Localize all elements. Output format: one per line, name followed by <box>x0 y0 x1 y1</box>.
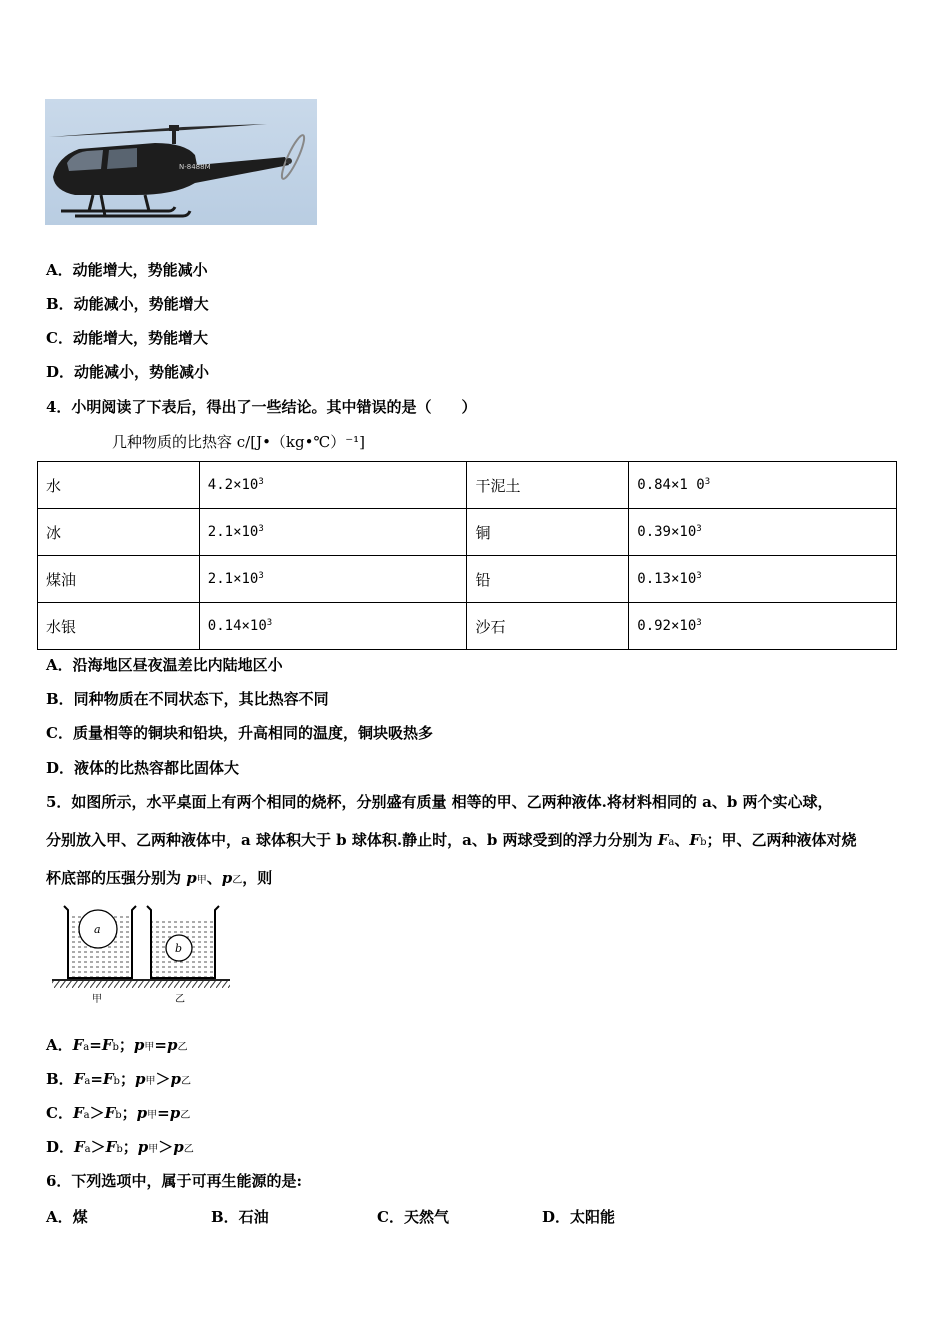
q5-stem-line3: 杯底部的压强分别为 p甲、p乙，则 <box>46 869 273 887</box>
q4-stem: 4．小明阅读了下表后，得出了一些结论。其中错误的是（ ） <box>46 398 477 416</box>
svg-text:N-8488M: N-8488M <box>179 163 211 171</box>
svg-text:甲: 甲 <box>92 994 102 1005</box>
q4-option-b: B．同种物质在不同状态下，其比热容不同 <box>46 690 329 708</box>
value-cell: $4.2\times 10^3$ <box>199 462 467 509</box>
q6-option-c: C．天然气 <box>377 1208 449 1226</box>
q6-option-a: A．煤 <box>46 1208 88 1226</box>
q3-option-b: B．动能减小，势能增大 <box>46 295 209 313</box>
q5-option-a: A．Fa=Fb；p甲=p乙 <box>46 1036 188 1054</box>
svg-text:乙: 乙 <box>175 994 185 1005</box>
svg-text:b: b <box>175 942 183 955</box>
table-caption: 几种物质的比热容 c/[J•（kg•℃）⁻¹] <box>112 433 366 451</box>
q4-option-d: D．液体的比热容都比固体大 <box>46 759 240 777</box>
value-cell: $0.39\times 10^3$ <box>629 509 897 556</box>
material-cell: 沙石 <box>467 603 629 650</box>
q5-option-c: C．Fa＞Fb；p甲=p乙 <box>46 1104 191 1122</box>
q6-stem: 6．下列选项中，属于可再生能源的是: <box>46 1172 302 1190</box>
svg-text:a: a <box>94 923 101 936</box>
table-row <box>38 556 897 603</box>
q3-option-a: A．动能增大，势能减小 <box>46 261 208 279</box>
material-cell: 干泥土 <box>467 462 629 509</box>
q5-option-b: B．Fa=Fb；p甲＞p乙 <box>46 1070 191 1088</box>
material-cell: 铜 <box>467 509 629 556</box>
q4-option-c: C．质量相等的铜块和铅块，升高相同的温度，铜块吸热多 <box>46 724 433 742</box>
material-cell: 铅 <box>467 556 629 603</box>
helicopter-image <box>45 99 317 225</box>
q6-option-d: D．太阳能 <box>542 1208 616 1226</box>
value-cell: $0.13\times 10^3$ <box>629 556 897 603</box>
q4-option-a: A．沿海地区昼夜温差比内陆地区小 <box>46 656 283 674</box>
value-cell: $2.1\times 10^3$ <box>199 556 467 603</box>
material-cell: 煤油 <box>38 556 200 603</box>
table-row <box>38 603 897 650</box>
beakers-figure <box>48 900 233 1010</box>
material-cell: 水 <box>38 462 200 509</box>
q5-stem-line1: 5．如图所示，水平桌面上有两个相同的烧杯，分别盛有质量 相等的甲、乙两种液体.将材料相同的 a、b 两个实心球， <box>46 793 833 811</box>
value-cell: $2.1\times 10^3$ <box>199 509 467 556</box>
q5-option-d: D．Fa＞Fb；p甲＞p乙 <box>46 1138 194 1156</box>
material-cell: 水银 <box>38 603 200 650</box>
material-cell: 冰 <box>38 509 200 556</box>
value-cell: $0.14\times 10^3$ <box>199 603 467 650</box>
q6-option-b: B．石油 <box>211 1208 269 1226</box>
q3-option-d: D．动能减小，势能减小 <box>46 363 210 381</box>
table-row <box>38 462 897 509</box>
value-cell: $0.92\times 10^3$ <box>629 603 897 650</box>
q3-option-c: C．动能增大，势能增大 <box>46 329 208 347</box>
specific-heat-table <box>37 461 897 650</box>
value-cell: 0.84×1 $0^3$ <box>629 462 897 509</box>
table-row <box>38 509 897 556</box>
q5-stem-line2: 分别放入甲、乙两种液体中，a 球体积大于 b 球体积.静止时，a、b 两球受到的浮力分别为 Fa、Fb；甲、乙两种液体对烧 <box>46 831 857 849</box>
